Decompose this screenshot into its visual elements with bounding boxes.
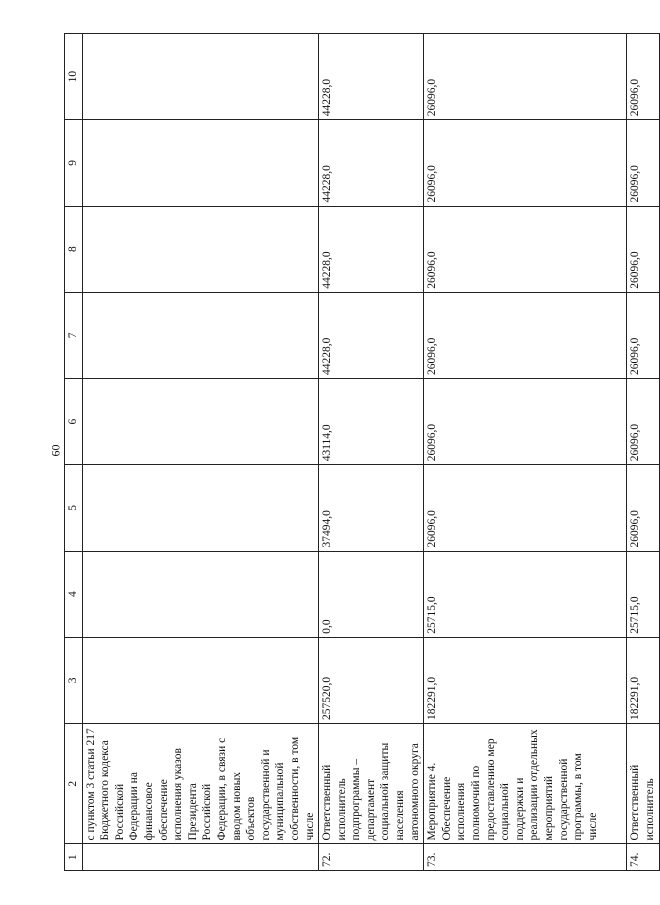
row-number: 73. (424, 844, 627, 871)
value-cell (82, 379, 319, 465)
row-number: 74. (627, 844, 660, 871)
column-header: 9 (65, 120, 83, 206)
header-row (65, 34, 83, 871)
value-cell: 43114,0 (319, 379, 424, 465)
rotated-table-container (64, 33, 656, 871)
value-cell: 26096,0 (424, 34, 627, 120)
value-cell (82, 206, 319, 292)
value-cell: 182291,0 (627, 637, 660, 723)
value-cell: 257520,0 (319, 637, 424, 723)
value-cell: 26096,0 (424, 292, 627, 378)
column-header: 2 (65, 724, 83, 844)
value-cell: 26096,0 (627, 120, 660, 206)
row-description: Ответственный исполнитель (627, 724, 660, 844)
value-cell: 26096,0 (627, 292, 660, 378)
table-row (82, 34, 319, 871)
column-header: 5 (65, 465, 83, 551)
row-description: с пунктом 3 статьи 217 Бюджетного кодекса Российской Федерации на финансовое обеспечение исполнения указов Президента Российской Федерации, в связи с вводом новых объектов государственной и муниципальной собственности, в том числе (82, 724, 319, 844)
value-cell: 26096,0 (627, 379, 660, 465)
value-cell: 37494,0 (319, 465, 424, 551)
column-header: 1 (65, 844, 83, 871)
row-description: Ответственный исполнитель подпрограммы – департамент социальной защиты населения автономного округа (319, 724, 424, 844)
row-description: Мероприятие 4. Обеспечение исполнения полномочий по предоставлению мер социальной поддержки и реализации отдельных мероприятий государственной программы, в том числе (424, 724, 627, 844)
page-number: 60 (48, 444, 63, 457)
value-cell: 26096,0 (424, 379, 627, 465)
value-cell: 25715,0 (627, 551, 660, 637)
budget-table (64, 33, 660, 871)
table-row (424, 34, 627, 871)
table-row (319, 34, 424, 871)
value-cell: 26096,0 (424, 206, 627, 292)
value-cell: 26096,0 (627, 206, 660, 292)
row-number (82, 844, 319, 871)
value-cell: 26096,0 (424, 120, 627, 206)
value-cell: 26096,0 (627, 465, 660, 551)
value-cell: 26096,0 (627, 34, 660, 120)
value-cell: 44228,0 (319, 292, 424, 378)
table-row (627, 34, 660, 871)
value-cell: 26096,0 (424, 465, 627, 551)
value-cell (82, 465, 319, 551)
value-cell (82, 292, 319, 378)
value-cell: 44228,0 (319, 34, 424, 120)
value-cell (82, 637, 319, 723)
value-cell (82, 551, 319, 637)
value-cell: 44228,0 (319, 206, 424, 292)
value-cell (82, 120, 319, 206)
value-cell: 182291,0 (424, 637, 627, 723)
row-number: 72. (319, 844, 424, 871)
value-cell: 25715,0 (424, 551, 627, 637)
column-header: 4 (65, 551, 83, 637)
value-cell (82, 34, 319, 120)
column-header: 6 (65, 379, 83, 465)
column-header: 3 (65, 637, 83, 723)
column-header: 10 (65, 34, 83, 120)
column-header: 7 (65, 292, 83, 378)
value-cell: 44228,0 (319, 120, 424, 206)
value-cell: 0,0 (319, 551, 424, 637)
column-header: 8 (65, 206, 83, 292)
